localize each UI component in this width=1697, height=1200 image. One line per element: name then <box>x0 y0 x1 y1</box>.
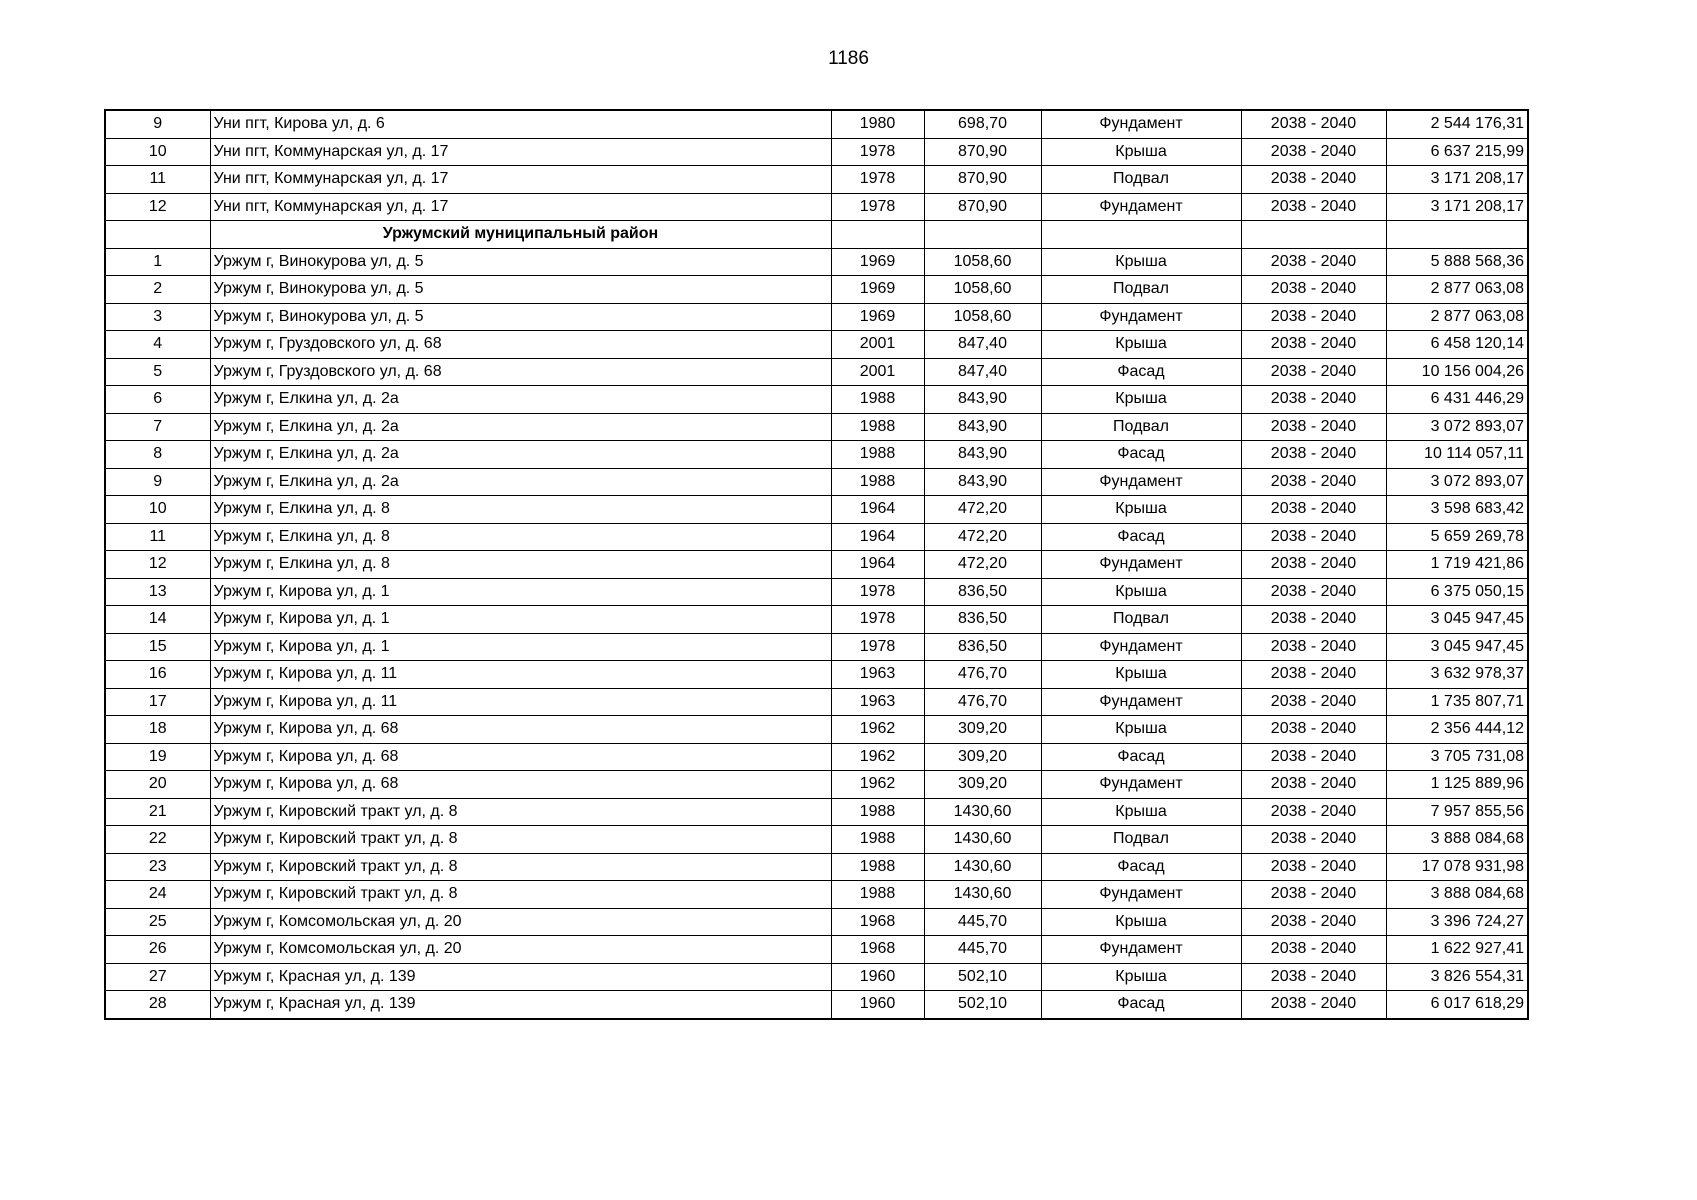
row-number-cell: 8 <box>105 441 210 469</box>
cost-cell: 6 458 120,14 <box>1386 331 1528 359</box>
work-type-cell: Фундамент <box>1041 771 1241 799</box>
address-cell: Уржум г, Кирова ул, д. 1 <box>210 606 831 634</box>
table-row <box>105 771 1528 799</box>
area-cell: 843,90 <box>924 413 1041 441</box>
work-type-cell: Фундамент <box>1041 881 1241 909</box>
period-cell: 2038 - 2040 <box>1241 633 1386 661</box>
period-cell: 2038 - 2040 <box>1241 826 1386 854</box>
address-cell: Уржум г, Винокурова ул, д. 5 <box>210 276 831 304</box>
area-cell: 309,20 <box>924 743 1041 771</box>
table-row <box>105 578 1528 606</box>
year-built-cell: 1962 <box>831 771 924 799</box>
address-cell: Уржум г, Елкина ул, д. 2а <box>210 441 831 469</box>
address-cell: Уржум г, Елкина ул, д. 8 <box>210 523 831 551</box>
work-type-cell: Подвал <box>1041 276 1241 304</box>
cost-cell: 3 705 731,08 <box>1386 743 1528 771</box>
year-built-cell: 1988 <box>831 413 924 441</box>
area-cell: 843,90 <box>924 468 1041 496</box>
cost-cell: 3 045 947,45 <box>1386 606 1528 634</box>
work-type-cell: Крыша <box>1041 248 1241 276</box>
year-built-cell: 1988 <box>831 881 924 909</box>
address-cell: Уржум г, Красная ул, д. 139 <box>210 991 831 1019</box>
table-body <box>105 110 1528 1019</box>
row-number-cell: 13 <box>105 578 210 606</box>
work-type-cell: Крыша <box>1041 578 1241 606</box>
cost-cell: 10 156 004,26 <box>1386 358 1528 386</box>
year-built-cell: 2001 <box>831 358 924 386</box>
row-number-cell: 7 <box>105 413 210 441</box>
address-cell: Уржум г, Комсомольская ул, д. 20 <box>210 908 831 936</box>
area-cell: 445,70 <box>924 908 1041 936</box>
year-built-cell: 1968 <box>831 936 924 964</box>
row-number-cell: 15 <box>105 633 210 661</box>
row-number-cell: 10 <box>105 496 210 524</box>
area-cell: 847,40 <box>924 358 1041 386</box>
address-cell: Уржум г, Красная ул, д. 139 <box>210 963 831 991</box>
year-built-cell: 1978 <box>831 578 924 606</box>
year-built-cell: 1968 <box>831 908 924 936</box>
row-number-cell: 9 <box>105 468 210 496</box>
row-number-cell: 12 <box>105 551 210 579</box>
table-row <box>105 138 1528 166</box>
period-cell: 2038 - 2040 <box>1241 523 1386 551</box>
area-cell: 1430,60 <box>924 881 1041 909</box>
area-cell: 502,10 <box>924 963 1041 991</box>
area-cell: 476,70 <box>924 661 1041 689</box>
area-cell: 309,20 <box>924 716 1041 744</box>
address-cell: Уржум г, Груздовского ул, д. 68 <box>210 331 831 359</box>
row-number-cell: 22 <box>105 826 210 854</box>
area-cell: 870,90 <box>924 166 1041 194</box>
cost-cell: 1 622 927,41 <box>1386 936 1528 964</box>
period-cell: 2038 - 2040 <box>1241 963 1386 991</box>
period-cell: 2038 - 2040 <box>1241 881 1386 909</box>
address-cell: Уржум г, Груздовского ул, д. 68 <box>210 358 831 386</box>
cost-cell: 1 719 421,86 <box>1386 551 1528 579</box>
work-type-cell: Крыша <box>1041 908 1241 936</box>
work-type-cell: Фасад <box>1041 991 1241 1019</box>
table-row <box>105 908 1528 936</box>
area-cell: 472,20 <box>924 551 1041 579</box>
table-row <box>105 193 1528 221</box>
year-built-cell: 2001 <box>831 331 924 359</box>
area-cell: 847,40 <box>924 331 1041 359</box>
period-cell: 2038 - 2040 <box>1241 853 1386 881</box>
period-cell: 2038 - 2040 <box>1241 688 1386 716</box>
address-cell: Уни пгт, Коммунарская ул, д. 17 <box>210 138 831 166</box>
table-row <box>105 551 1528 579</box>
cost-cell: 3 045 947,45 <box>1386 633 1528 661</box>
row-number-cell: 26 <box>105 936 210 964</box>
cost-cell: 3 396 724,27 <box>1386 908 1528 936</box>
work-type-cell: Крыша <box>1041 716 1241 744</box>
address-cell: Уржум г, Кирова ул, д. 68 <box>210 743 831 771</box>
address-cell: Уржум г, Кирова ул, д. 11 <box>210 661 831 689</box>
cost-cell: 3 598 683,42 <box>1386 496 1528 524</box>
work-type-cell: Подвал <box>1041 166 1241 194</box>
area-cell: 1430,60 <box>924 798 1041 826</box>
period-cell: 2038 - 2040 <box>1241 661 1386 689</box>
area-cell <box>924 221 1041 249</box>
area-cell: 836,50 <box>924 606 1041 634</box>
cost-cell: 3 888 084,68 <box>1386 826 1528 854</box>
area-cell: 1430,60 <box>924 853 1041 881</box>
work-type-cell: Фасад <box>1041 358 1241 386</box>
work-type-cell: Крыша <box>1041 138 1241 166</box>
table-row <box>105 633 1528 661</box>
period-cell: 2038 - 2040 <box>1241 771 1386 799</box>
period-cell: 2038 - 2040 <box>1241 908 1386 936</box>
table-row <box>105 991 1528 1019</box>
year-built-cell: 1964 <box>831 551 924 579</box>
area-cell: 1430,60 <box>924 826 1041 854</box>
cost-cell: 6 017 618,29 <box>1386 991 1528 1019</box>
year-built-cell: 1980 <box>831 110 924 138</box>
cost-cell: 1 125 889,96 <box>1386 771 1528 799</box>
period-cell: 2038 - 2040 <box>1241 110 1386 138</box>
work-type-cell: Фасад <box>1041 743 1241 771</box>
period-cell: 2038 - 2040 <box>1241 386 1386 414</box>
work-type-cell: Крыша <box>1041 661 1241 689</box>
work-type-cell: Фасад <box>1041 441 1241 469</box>
table-row <box>105 110 1528 138</box>
work-type-cell: Подвал <box>1041 413 1241 441</box>
year-built-cell: 1969 <box>831 303 924 331</box>
year-built-cell: 1962 <box>831 743 924 771</box>
year-built-cell: 1978 <box>831 193 924 221</box>
cost-cell: 3 171 208,17 <box>1386 193 1528 221</box>
section-header-row <box>105 221 1528 249</box>
row-number-cell: 11 <box>105 166 210 194</box>
cost-cell: 10 114 057,11 <box>1386 441 1528 469</box>
row-number-cell: 24 <box>105 881 210 909</box>
year-built-cell: 1978 <box>831 633 924 661</box>
table-row <box>105 358 1528 386</box>
year-built-cell: 1963 <box>831 688 924 716</box>
row-number-cell: 16 <box>105 661 210 689</box>
period-cell: 2038 - 2040 <box>1241 248 1386 276</box>
area-cell: 843,90 <box>924 386 1041 414</box>
table-row <box>105 743 1528 771</box>
year-built-cell: 1978 <box>831 606 924 634</box>
row-number-cell: 20 <box>105 771 210 799</box>
period-cell: 2038 - 2040 <box>1241 276 1386 304</box>
row-number-cell: 10 <box>105 138 210 166</box>
period-cell: 2038 - 2040 <box>1241 166 1386 194</box>
work-type-cell: Фундамент <box>1041 303 1241 331</box>
area-cell: 445,70 <box>924 936 1041 964</box>
section-title: Уржумский муниципальный район <box>210 221 831 249</box>
table-row <box>105 248 1528 276</box>
address-cell: Уржум г, Кировский тракт ул, д. 8 <box>210 881 831 909</box>
table-row <box>105 936 1528 964</box>
year-built-cell: 1963 <box>831 661 924 689</box>
address-cell: Уржум г, Кирова ул, д. 1 <box>210 633 831 661</box>
period-cell: 2038 - 2040 <box>1241 468 1386 496</box>
work-type-cell: Крыша <box>1041 496 1241 524</box>
area-cell: 843,90 <box>924 441 1041 469</box>
year-built-cell: 1988 <box>831 468 924 496</box>
work-type-cell: Фасад <box>1041 523 1241 551</box>
table-row <box>105 276 1528 304</box>
year-built-cell: 1964 <box>831 496 924 524</box>
area-cell: 472,20 <box>924 523 1041 551</box>
period-cell: 2038 - 2040 <box>1241 716 1386 744</box>
cost-cell: 2 877 063,08 <box>1386 276 1528 304</box>
area-cell: 698,70 <box>924 110 1041 138</box>
row-number-cell: 19 <box>105 743 210 771</box>
row-number-cell: 27 <box>105 963 210 991</box>
row-number-cell: 25 <box>105 908 210 936</box>
period-cell: 2038 - 2040 <box>1241 358 1386 386</box>
row-number-cell <box>105 221 210 249</box>
row-number-cell: 3 <box>105 303 210 331</box>
table-row <box>105 331 1528 359</box>
table-row <box>105 853 1528 881</box>
address-cell: Уржум г, Кирова ул, д. 68 <box>210 771 831 799</box>
period-cell: 2038 - 2040 <box>1241 551 1386 579</box>
work-type-cell: Крыша <box>1041 963 1241 991</box>
address-cell: Уржум г, Винокурова ул, д. 5 <box>210 248 831 276</box>
work-type-cell: Подвал <box>1041 826 1241 854</box>
work-type-cell: Фундамент <box>1041 633 1241 661</box>
address-cell: Уни пгт, Коммунарская ул, д. 17 <box>210 193 831 221</box>
address-cell: Уржум г, Комсомольская ул, д. 20 <box>210 936 831 964</box>
period-cell: 2038 - 2040 <box>1241 991 1386 1019</box>
cost-cell: 6 637 215,99 <box>1386 138 1528 166</box>
cost-cell: 5 888 568,36 <box>1386 248 1528 276</box>
period-cell: 2038 - 2040 <box>1241 743 1386 771</box>
year-built-cell: 1960 <box>831 963 924 991</box>
address-cell: Уржум г, Елкина ул, д. 2а <box>210 413 831 441</box>
address-cell: Уржум г, Винокурова ул, д. 5 <box>210 303 831 331</box>
table-row <box>105 798 1528 826</box>
table-row <box>105 303 1528 331</box>
area-cell: 476,70 <box>924 688 1041 716</box>
row-number-cell: 2 <box>105 276 210 304</box>
year-built-cell: 1988 <box>831 798 924 826</box>
cost-cell: 5 659 269,78 <box>1386 523 1528 551</box>
area-cell: 1058,60 <box>924 303 1041 331</box>
area-cell: 309,20 <box>924 771 1041 799</box>
table-row <box>105 468 1528 496</box>
year-built-cell: 1964 <box>831 523 924 551</box>
cost-cell: 3 632 978,37 <box>1386 661 1528 689</box>
table-row <box>105 606 1528 634</box>
address-cell: Уржум г, Кирова ул, д. 68 <box>210 716 831 744</box>
table-row <box>105 386 1528 414</box>
area-cell: 836,50 <box>924 578 1041 606</box>
cost-cell: 7 957 855,56 <box>1386 798 1528 826</box>
row-number-cell: 28 <box>105 991 210 1019</box>
period-cell: 2038 - 2040 <box>1241 138 1386 166</box>
cost-cell: 2 877 063,08 <box>1386 303 1528 331</box>
period-cell: 2038 - 2040 <box>1241 413 1386 441</box>
year-built-cell: 1960 <box>831 991 924 1019</box>
area-cell: 870,90 <box>924 193 1041 221</box>
work-type-cell: Крыша <box>1041 386 1241 414</box>
year-built-cell: 1988 <box>831 386 924 414</box>
area-cell: 870,90 <box>924 138 1041 166</box>
address-cell: Уржум г, Кировский тракт ул, д. 8 <box>210 826 831 854</box>
period-cell: 2038 - 2040 <box>1241 331 1386 359</box>
cost-cell: 17 078 931,98 <box>1386 853 1528 881</box>
work-type-cell: Фундамент <box>1041 193 1241 221</box>
address-cell: Уржум г, Кировский тракт ул, д. 8 <box>210 798 831 826</box>
table-row <box>105 413 1528 441</box>
row-number-cell: 5 <box>105 358 210 386</box>
year-built-cell: 1969 <box>831 276 924 304</box>
repair-schedule-table <box>104 109 1529 1020</box>
year-built-cell: 1969 <box>831 248 924 276</box>
year-built-cell: 1978 <box>831 166 924 194</box>
year-built-cell: 1978 <box>831 138 924 166</box>
cost-cell: 2 544 176,31 <box>1386 110 1528 138</box>
work-type-cell: Крыша <box>1041 798 1241 826</box>
area-cell: 1058,60 <box>924 248 1041 276</box>
page-number: 1186 <box>828 48 869 69</box>
period-cell: 2038 - 2040 <box>1241 496 1386 524</box>
cost-cell: 3 826 554,31 <box>1386 963 1528 991</box>
period-cell: 2038 - 2040 <box>1241 606 1386 634</box>
cost-cell: 6 375 050,15 <box>1386 578 1528 606</box>
year-built-cell: 1962 <box>831 716 924 744</box>
address-cell: Уржум г, Елкина ул, д. 8 <box>210 551 831 579</box>
cost-cell: 2 356 444,12 <box>1386 716 1528 744</box>
row-number-cell: 6 <box>105 386 210 414</box>
year-built-cell <box>831 221 924 249</box>
period-cell: 2038 - 2040 <box>1241 193 1386 221</box>
row-number-cell: 21 <box>105 798 210 826</box>
work-type-cell: Фундамент <box>1041 688 1241 716</box>
row-number-cell: 9 <box>105 110 210 138</box>
period-cell: 2038 - 2040 <box>1241 578 1386 606</box>
row-number-cell: 1 <box>105 248 210 276</box>
work-type-cell: Крыша <box>1041 331 1241 359</box>
table-row <box>105 716 1528 744</box>
address-cell: Уни пгт, Кирова ул, д. 6 <box>210 110 831 138</box>
period-cell: 2038 - 2040 <box>1241 441 1386 469</box>
address-cell: Уржум г, Елкина ул, д. 8 <box>210 496 831 524</box>
cost-cell: 3 888 084,68 <box>1386 881 1528 909</box>
period-cell: 2038 - 2040 <box>1241 303 1386 331</box>
table-row <box>105 441 1528 469</box>
work-type-cell: Фундамент <box>1041 936 1241 964</box>
row-number-cell: 11 <box>105 523 210 551</box>
table-row <box>105 688 1528 716</box>
table-row <box>105 523 1528 551</box>
work-type-cell: Фундамент <box>1041 468 1241 496</box>
row-number-cell: 18 <box>105 716 210 744</box>
cost-cell: 6 431 446,29 <box>1386 386 1528 414</box>
cost-cell: 3 072 893,07 <box>1386 468 1528 496</box>
table-row <box>105 881 1528 909</box>
address-cell: Уржум г, Кирова ул, д. 1 <box>210 578 831 606</box>
row-number-cell: 4 <box>105 331 210 359</box>
cost-cell: 1 735 807,71 <box>1386 688 1528 716</box>
area-cell: 1058,60 <box>924 276 1041 304</box>
year-built-cell: 1988 <box>831 826 924 854</box>
row-number-cell: 23 <box>105 853 210 881</box>
work-type-cell: Фундамент <box>1041 551 1241 579</box>
year-built-cell: 1988 <box>831 441 924 469</box>
period-cell: 2038 - 2040 <box>1241 798 1386 826</box>
table-row <box>105 661 1528 689</box>
address-cell: Уржум г, Елкина ул, д. 2а <box>210 468 831 496</box>
address-cell: Уржум г, Елкина ул, д. 2а <box>210 386 831 414</box>
cost-cell: 3 072 893,07 <box>1386 413 1528 441</box>
table-row <box>105 496 1528 524</box>
work-type-cell: Фундамент <box>1041 110 1241 138</box>
address-cell: Уни пгт, Коммунарская ул, д. 17 <box>210 166 831 194</box>
cost-cell <box>1386 221 1528 249</box>
year-built-cell: 1988 <box>831 853 924 881</box>
area-cell: 472,20 <box>924 496 1041 524</box>
address-cell: Уржум г, Кирова ул, д. 11 <box>210 688 831 716</box>
table-row <box>105 166 1528 194</box>
table-row <box>105 826 1528 854</box>
work-type-cell <box>1041 221 1241 249</box>
address-cell: Уржум г, Кировский тракт ул, д. 8 <box>210 853 831 881</box>
area-cell: 836,50 <box>924 633 1041 661</box>
row-number-cell: 12 <box>105 193 210 221</box>
cost-cell: 3 171 208,17 <box>1386 166 1528 194</box>
row-number-cell: 17 <box>105 688 210 716</box>
period-cell <box>1241 221 1386 249</box>
work-type-cell: Фасад <box>1041 853 1241 881</box>
period-cell: 2038 - 2040 <box>1241 936 1386 964</box>
work-type-cell: Подвал <box>1041 606 1241 634</box>
table-row <box>105 963 1528 991</box>
area-cell: 502,10 <box>924 991 1041 1019</box>
row-number-cell: 14 <box>105 606 210 634</box>
